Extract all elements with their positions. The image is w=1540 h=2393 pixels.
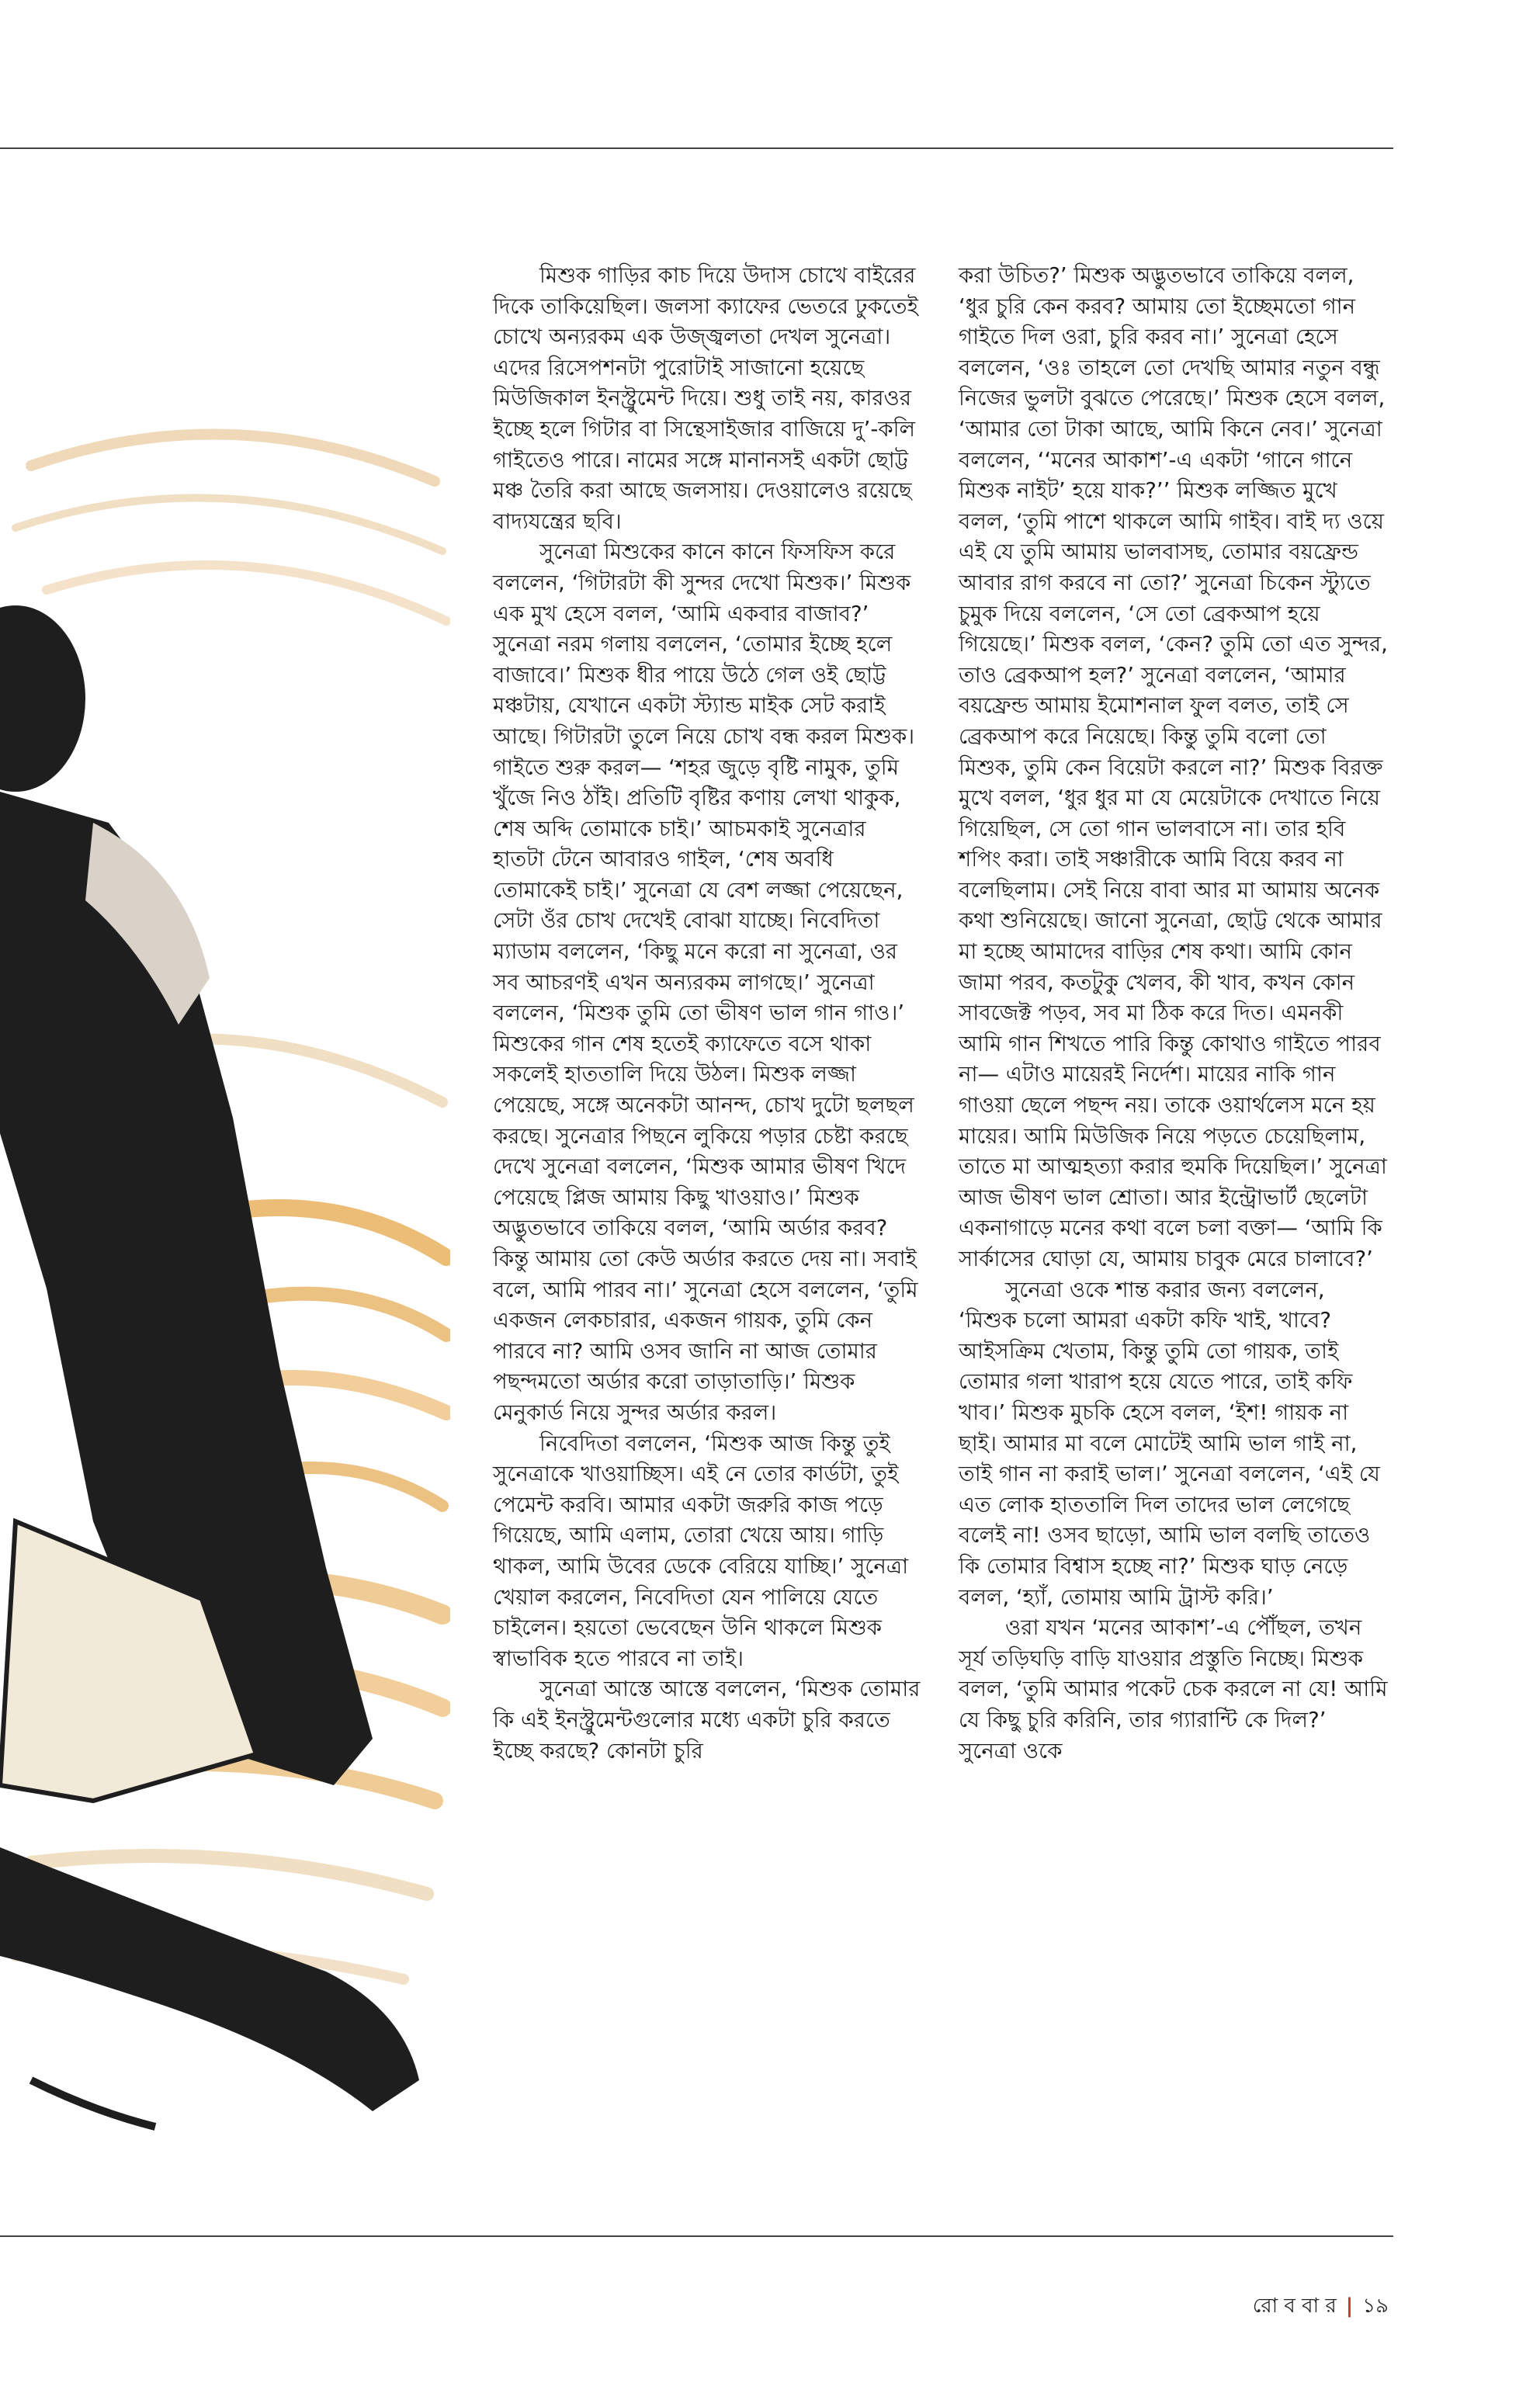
footer-separator: | xyxy=(1345,2294,1354,2318)
paragraph: মিশুক গাড়ির কাচ দিয়ে উদাস চোখে বাইরের দিকে তাকিয়েছিল। জলসা ক্যাফের ভেতরে ঢুকতেই চোখে অন্যরকম এক উজ্জ্বলতা দেখল সুনেত্রা। এদের রিসেপশনটা পুরোটাই সাজানো হয়েছে মিউজিকাল ইনস্ট্রুমেন্ট দিয়ে। শুধু তাই নয়, কারওর ইচ্ছে হলে গিটার বা সিন্থেসাইজার বাজিয়ে দু’-কলি গাইতেও পারে। নামের সঙ্গে মানানসই একটা ছোট্ট মঞ্চ তৈরি করা আছে জলসায়। দেওয়ালেও রয়েছে বাদ্যযন্ত্রের ছবি। xyxy=(493,262,918,534)
top-divider xyxy=(0,147,1393,149)
page-footer xyxy=(1253,2290,1389,2324)
page-number: ১৯ xyxy=(1362,2294,1389,2318)
paragraph: নিবেদিতা বললেন, ‘মিশুক আজ কিন্তু তুই সুনেত্রাকে খাওয়াচ্ছিস। এই নে তোর কার্ডটা, তুই পেমেন্ট করবি। আমার একটা জরুরি কাজ পড়ে গিয়েছে, আমি এলাম, তোরা খেয়ে আয়। গাড়ি থাকল, আমি উবের ডেকে বেরিয়ে যাচ্ছি।’ সুনেত্রা খেয়াল করলেন, নিবেদিতা যেন পালিয়ে যেতে চাইলেন। হয়তো ভেবেছেন উনি থাকলে মিশুক স্বাভাবিক হতে পারবে না তাই। xyxy=(493,1430,909,1671)
figure-silhouette xyxy=(0,605,419,2127)
article-column-right xyxy=(959,260,1389,1766)
bottom-divider xyxy=(0,2235,1393,2237)
paragraph: সুনেত্রা ওকে শান্ত করার জন্য বললেন, ‘মিশুক চলো আমরা একটা কফি খাই, খাবে? আইসক্রিম খেতাম, কিন্তু তুমি তো গায়ক, তাই তোমার গলা খারাপ হয়ে যেতে পারে, তাই কফি খাব।’ মিশুক মুচকি হেসে বলল, ‘ইশ! গায়ক না ছাই। আমার মা বলে মোটেই আমি ভাল গাই না, তাই গান না করাই ভাল।’ সুনেত্রা বললেন, ‘এই যে এত লোক হাততালি দিল তাদের ভাল লেগেছে বলেই না! ওসব ছাড়ো, আমি ভাল বলছি তাতেও কি তোমার বিশ্বাস হচ্ছে না?’ মিশুক ঘাড় নেড়ে বলল, ‘হ্যাঁ, তোমায় আমি ট্রাস্ট করি।’ xyxy=(959,1276,1380,1610)
article-column-left xyxy=(493,260,924,1766)
paragraph: ওরা যখন ‘মনের আকাশ’-এ পৌঁছল, তখন সূর্য তড়িঘড়ি বাড়ি যাওয়ার প্রস্তুতি নিচ্ছে। মিশুক বলল, ‘তুমি আমার পকেট চেক করলে না যে! আমি যে কিছু চুরি করিনি, তার গ্যারান্টি কে দিল?’ সুনেত্রা ওকে xyxy=(959,1614,1388,1764)
magazine-name: রো ব বা র xyxy=(1252,2294,1337,2318)
paragraph: করা উচিত?’ মিশুক অদ্ভুতভাবে তাকিয়ে বলল, ‘ধুর চুরি কেন করব? আমায় তো ইচ্ছেমতো গান গাইতে দিল ওরা, চুরি করব না।’ সুনেত্রা হেসে বললেন, ‘ওঃ তাহলে তো দেখছি আমার নতুন বন্ধু নিজের ভুলটা বুঝতে পেরেছে।’ মিশুক হেসে বলল, ‘আমার তো টাকা আছে, আমি কিনে নেব।’ সুনেত্রা বললেন, ‘‘মনের আকাশ’-এ একটা ‘গানে গানে মিশুক নাইট’ হয়ে যাক?’’ মিশুক লজ্জিত মুখে বলল, ‘তুমি পাশে থাকলে আমি গাইব। বাই দ্য ওয়ে এই যে তুমি আমায় ভালবাসছ, তোমার বয়ফ্রেন্ড আবার রাগ করবে না তো?’ সুনেত্রা চিকেন স্ট্যুতে চুমুক দিয়ে বললেন, ‘সে তো ব্রেকআপ হয়ে গিয়েছে।’ মিশুক বলল, ‘কেন? তুমি তো এত সুন্দর, তাও ব্রেকআপ হল?’ সুনেত্রা বললেন, ‘আমার বয়ফ্রেন্ড আমায় ইমোশনাল ফুল বলত, তাই সে ব্রেকআপ করে নিয়েছে। কিন্তু তুমি বলো তো মিশুক, তুমি কেন বিয়েটা করলে না?’ মিশুক বিরক্ত মুখে বলল, ‘ধুর ধুর মা যে মেয়েটাকে দেখাতে নিয়ে গিয়েছিল, সে তো গান ভালবাসে না। তার হবি শপিং করা। তাই সঞ্চারীকে আমি বিয়ে করব না বলেছিলাম। সেই নিয়ে বাবা আর মা আমায় অনেক কথা শুনিয়েছে। জানো সুনেত্রা, ছোট্ট থেকে আমার মা হচ্ছে আমাদের বাড়ির শেষ কথা। আমি কোন জামা পরব, কতটুকু খেলব, কী খাব, কখন কোন সাবজেক্ট পড়ব, সব মা ঠিক করে দিত। এমনকী আমি গান শিখতে পারি কিন্তু কোথাও গাইতে পারব না— এটাও মায়েরই নির্দেশ। মায়ের নাকি গান গাওয়া ছেলে পছন্দ নয়। তাকে ওয়ার্থলেস মনে হয় মায়ের। আমি মিউজিক নিয়ে পড়তে চেয়েছিলাম, তাতে মা আত্মহত্যা করার হুমকি দিয়েছিল।’ সুনেত্রা আজ ভীষণ ভাল শ্রোতা। আর ইন্ট্রোভার্ট ছেলেটা একনাগাড়ে মনের কথা বলে চলা বক্তা— ‘আমি কি সার্কাসের ঘোড়া যে, আমায় চাবুক মেরে চালাবে?’ xyxy=(959,262,1388,1271)
paragraph: সুনেত্রা আস্তে আস্তে বললেন, ‘মিশুক তোমার কি এই ইনস্ট্রুমেন্টগুলোর মধ্যে একটা চুরি করতে ইচ্ছে করছে? কোনটা চুরি xyxy=(493,1676,921,1764)
illustration-woman-in-sari xyxy=(0,202,450,2166)
paragraph: সুনেত্রা মিশুকের কানে কানে ফিসফিস করে বললেন, ‘গিটারটা কী সুন্দর দেখো মিশুক।’ মিশুক এক মুখ হেসে বলল, ‘আমি একবার বাজাব?’ সুনেত্রা নরম গলায় বললেন, ‘তোমার ইচ্ছে হলে বাজাবে।’ মিশুক ধীর পায়ে উঠে গেল ওই ছোট্ট মঞ্চটায়, যেখানে একটা স্ট্যান্ড মাইক সেট করাই আছে। গিটারটা তুলে নিয়ে চোখ বন্ধ করল মিশুক। গাইতে শুরু করল— ‘শহর জুড়ে বৃষ্টি নামুক, তুমি খুঁজে নিও ঠাঁই। প্রতিটি বৃষ্টির কণায় লেখা থাকুক, শেষ অব্দি তোমাকে চাই।’ আচমকাই সুনেত্রার হাতটা টেনে আবারও গাইল, ‘শেষ অবধি তোমাকেই চাই।’ সুনেত্রা যে বেশ লজ্জা পেয়েছেন, সেটা ওঁর চোখ দেখেই বোঝা যাচ্ছে। নিবেদিতা ম্যাডাম বললেন, ‘কিছু মনে করো না সুনেত্রা, ওর সব আচরণই এখন অন্যরকম লাগছে।’ সুনেত্রা বললেন, ‘মিশুক তুমি তো ভীষণ ভাল গান গাও।’ মিশুকের গান শেষ হতেই ক্যাফেতে বসে থাকা সকলেই হাততালি দিয়ে উঠল। মিশুক লজ্জা পেয়েছে, সঙ্গে অনেকটা আনন্দ, চোখ দুটো ছলছল করছে। সুনেত্রার পিছনে লুকিয়ে পড়ার চেষ্টা করছে দেখে সুনেত্রা বললেন, ‘মিশুক আমার ভীষণ খিদে পেয়েছে প্লিজ আমায় কিছু খাওয়াও।’ মিশুক অদ্ভুতভাবে তাকিয়ে বলল, ‘আমি অর্ডার করব? কিন্তু আমায় তো কেউ অর্ডার করতে দেয় না। সবাই বলে, আমি পারব না।’ সুনেত্রা হেসে বললেন, ‘তুমি একজন লেকচারার, একজন গায়ক, তুমি কেন পারবে না? আমি ওসব জানি না আজ তোমার পছন্দমতো অর্ডার করো তাড়াতাড়ি।’ মিশুক মেনুকার্ড নিয়ে সুন্দর অর্ডার করল। xyxy=(493,539,918,1425)
